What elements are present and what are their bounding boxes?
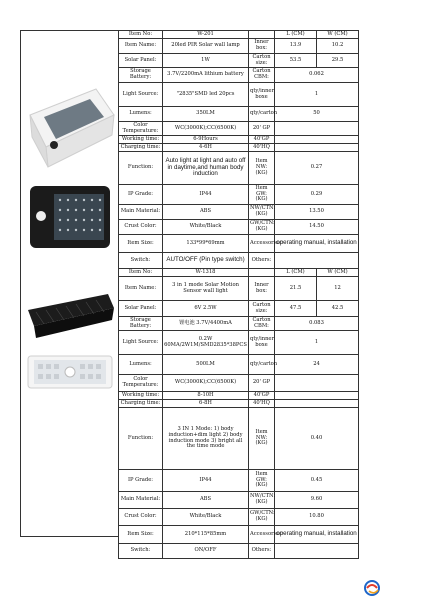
item-no-label: Item No: [119, 269, 163, 277]
row-merged-value: 0.40 [275, 408, 359, 470]
row-merged-value: 1 [275, 331, 359, 355]
table-row [119, 185, 359, 205]
col-l-header: L (CM) [275, 31, 317, 39]
row-key: Carton size: [249, 301, 275, 317]
row-label: Item Name: [119, 39, 163, 54]
table-row [119, 301, 359, 317]
row-merged-value [275, 122, 359, 136]
lamp-white-w201-image [24, 85, 116, 170]
row-value: IP44 [163, 185, 249, 205]
row-value: 350LM [163, 107, 249, 122]
row-label: IP Grade: [119, 185, 163, 205]
row-key: Others: [249, 253, 275, 269]
row-key: Item GW: (KG) [249, 470, 275, 492]
row-label: Function: [119, 408, 163, 470]
row-key: 40'GP [249, 392, 275, 400]
row-label: Item Size: [119, 235, 163, 253]
row-key: NW/CTN: (KG) [249, 492, 275, 509]
row-key: GW/CTN: (KG) [249, 220, 275, 235]
row-label: Item Name: [119, 277, 163, 301]
row-label: Main Material: [119, 492, 163, 509]
row-value: 4-6H [163, 144, 249, 152]
row-value: "2835"SMD led 20pcs [163, 83, 249, 107]
row-label: Crust Color: [119, 509, 163, 526]
row-key: Carton size: [249, 54, 275, 68]
row-merged-value [275, 375, 359, 392]
row-label: Solar Panel: [119, 301, 163, 317]
item-no-label: Item No: [119, 31, 163, 39]
item-no-value: W-1318 [163, 269, 249, 277]
row-label: Storage Battery: [119, 68, 163, 83]
table-row [119, 509, 359, 526]
row-key: Item NW: (KG) [249, 408, 275, 470]
table-row [119, 400, 359, 408]
row-key: 20' GP [249, 122, 275, 136]
table-row [119, 355, 359, 375]
row-key: qty/carton [249, 107, 275, 122]
row-value: White/Black [163, 509, 249, 526]
row-merged-value: operating manual, installation [275, 235, 359, 253]
row-label: Function: [119, 152, 163, 185]
row-value: 锂电池 3.7V/4400mA [163, 317, 249, 331]
table-row [119, 122, 359, 136]
row-value: 133*99*69mm [163, 235, 249, 253]
row-l-value: 21.5 [275, 277, 317, 301]
row-label: Storage Battery: [119, 317, 163, 331]
row-label: Lumens: [119, 355, 163, 375]
col-w-header: W (CM) [317, 269, 359, 277]
table-row [119, 31, 359, 39]
row-l-value: 53.5 [275, 54, 317, 68]
row-label: Crust Color: [119, 220, 163, 235]
row-l-value: 13.9 [275, 39, 317, 54]
table-row [119, 205, 359, 220]
table-row [119, 408, 359, 470]
lamp-black-w201-image [24, 180, 116, 260]
row-label: Solar Panel: [119, 54, 163, 68]
table-row [119, 277, 359, 301]
row-key: Inner box: [249, 277, 275, 301]
row-value: 20led PIR Solar wall lamp [163, 39, 249, 54]
table-row [119, 526, 359, 544]
col-w-header: W (CM) [317, 31, 359, 39]
table-row [119, 107, 359, 122]
row-label: Color Temperature: [119, 122, 163, 136]
row-key: 40'HQ [249, 400, 275, 408]
lamp-black-w1318-image [24, 290, 116, 340]
table-row [119, 331, 359, 355]
row-value: 8-10H [163, 392, 249, 400]
table-row [119, 220, 359, 235]
row-merged-value: 9.60 [275, 492, 359, 509]
table-row [119, 470, 359, 492]
row-merged-value [275, 253, 359, 269]
row-value: 6V 2.5W [163, 301, 249, 317]
row-label: Item Size: [119, 526, 163, 544]
row-value: IP44 [163, 470, 249, 492]
table-row [119, 235, 359, 253]
row-l-value: 47.5 [275, 301, 317, 317]
row-merged-value: 50 [275, 107, 359, 122]
row-value: 3.7V/2200mA lithium battery [163, 68, 249, 83]
row-merged-value [275, 136, 359, 144]
row-key: 40'HQ [249, 144, 275, 152]
row-merged-value: 13.50 [275, 205, 359, 220]
table-row [119, 54, 359, 68]
row-value: 6-9Hours [163, 136, 249, 144]
row-value: ABS [163, 492, 249, 509]
row-label: Color Temperature: [119, 375, 163, 392]
row-key: Others: [249, 544, 275, 559]
row-merged-value [275, 144, 359, 152]
row-value: WC(3000K);CC(6500K) [163, 375, 249, 392]
table-row [119, 269, 359, 277]
row-key: Accessories: [249, 526, 275, 544]
row-label: Main Material: [119, 205, 163, 220]
row-label: Switch: [119, 253, 163, 269]
row-merged-value: 24 [275, 355, 359, 375]
row-key: Inner box: [249, 39, 275, 54]
row-label: Switch: [119, 544, 163, 559]
table-row [119, 492, 359, 509]
row-merged-value: 10.80 [275, 509, 359, 526]
table-row [119, 144, 359, 152]
row-label: IP Grade: [119, 470, 163, 492]
spec-table-w1318 [118, 268, 359, 559]
table-row [119, 83, 359, 107]
row-merged-value: 14.50 [275, 220, 359, 235]
row-value: 3 in 1 mode Solar Motion Sensor wall light [163, 277, 249, 301]
row-label: Working time: [119, 136, 163, 144]
table-row [119, 317, 359, 331]
row-value: 0.2W 60MA/2W1M/SMD2835*38PCS [163, 331, 249, 355]
row-merged-value: 0.083 [275, 317, 359, 331]
row-key: Carton CBM: [249, 68, 275, 83]
spec-table-w201 [118, 30, 359, 269]
row-label: Light Source: [119, 83, 163, 107]
row-w-value: 12 [317, 277, 359, 301]
row-key: Accessories: [249, 235, 275, 253]
table-row [119, 152, 359, 185]
row-key: 20' GP [249, 375, 275, 392]
row-value: 210*115*85mm [163, 526, 249, 544]
item-no-value: W-201 [163, 31, 249, 39]
row-label: Charging time: [119, 144, 163, 152]
row-key: NW/CTN: (KG) [249, 205, 275, 220]
row-value: WC(3000K);CC(6500K) [163, 122, 249, 136]
company-logo-icon [363, 580, 393, 596]
row-key: qty/inner boxe [249, 331, 275, 355]
lamp-white-w1318-image [24, 350, 116, 395]
row-w-value: 10.2 [317, 39, 359, 54]
row-value: Auto light at light and auto off in daytime,and human body induction [163, 152, 249, 185]
row-key: qty/inner boxe [249, 83, 275, 107]
row-value: 1W [163, 54, 249, 68]
row-w-value: 42.5 [317, 301, 359, 317]
table-row [119, 136, 359, 144]
table-row [119, 544, 359, 559]
row-value: White/Black [163, 220, 249, 235]
row-key: 40'GP [249, 136, 275, 144]
table-row [119, 39, 359, 54]
row-value: 500LM [163, 355, 249, 375]
row-value: AUTO/OFF (Pin type switch) [163, 253, 249, 269]
row-merged-value: 0.062 [275, 68, 359, 83]
row-value: ABS [163, 205, 249, 220]
row-merged-value: 1 [275, 83, 359, 107]
row-label: Working time: [119, 392, 163, 400]
row-label: Lumens: [119, 107, 163, 122]
row-merged-value [275, 400, 359, 408]
row-key: GW/CTN: (KG) [249, 509, 275, 526]
row-merged-value: operating manual, installation [275, 526, 359, 544]
col-l-header: L (CM) [275, 269, 317, 277]
row-merged-value [275, 544, 359, 559]
row-merged-value: 0.27 [275, 152, 359, 185]
row-value: 3 IN 1 Mode: 1) body induction+dim light 2) body induction mode 3) bright all the time mode [163, 408, 249, 470]
table-row [119, 68, 359, 83]
row-label: Light Source: [119, 331, 163, 355]
row-value: ON/OFF [163, 544, 249, 559]
table-row [119, 375, 359, 392]
table-row [119, 392, 359, 400]
row-key: qty/carton [249, 355, 275, 375]
table-row [119, 253, 359, 269]
row-merged-value: 0.29 [275, 185, 359, 205]
row-merged-value [275, 392, 359, 400]
row-key: Carton CBM: [249, 317, 275, 331]
row-key: Item NW: (KG) [249, 152, 275, 185]
row-merged-value: 0.45 [275, 470, 359, 492]
row-key: Item GW: (KG) [249, 185, 275, 205]
row-label: Charging time: [119, 400, 163, 408]
row-value: 6-8H [163, 400, 249, 408]
row-w-value: 29.5 [317, 54, 359, 68]
